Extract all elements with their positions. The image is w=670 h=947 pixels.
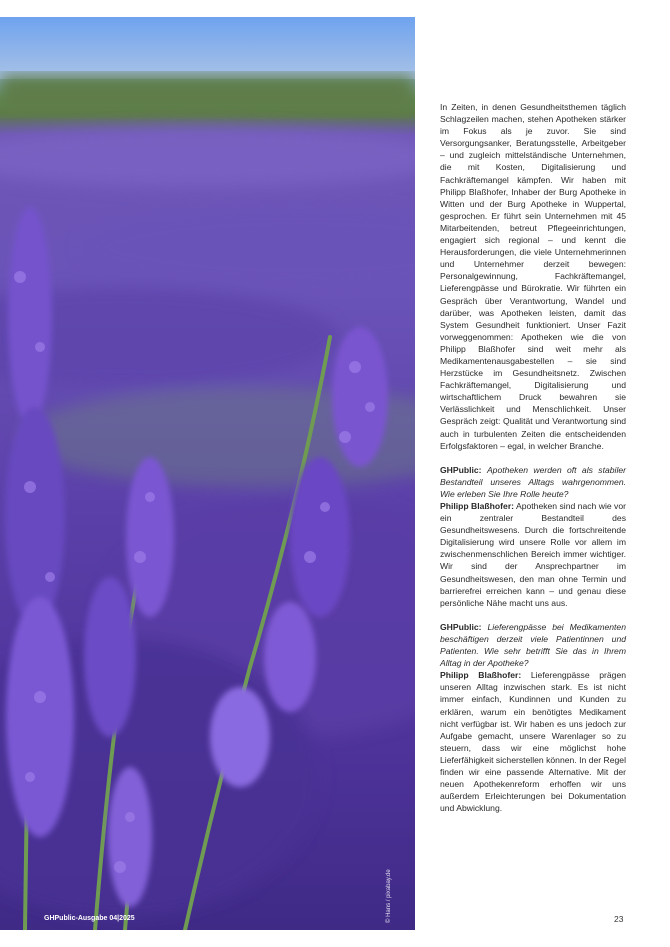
article-column (440, 101, 626, 826)
interviewer-label: GHPublic: (440, 621, 482, 632)
interviewee-label: Philipp Blaßhofer: (440, 501, 515, 511)
page-number: 23 (614, 914, 624, 924)
article-intro: In Zeiten, in denen Gesundheitsthemen täglich Schlagzeilen machen, stehen Apotheken stärker im Fokus als je zuvor. Sie sind Versorgungsanker, Beratungsstelle, Arbeitgeber – und zugleich mittelständische Unternehmen, die mit Kosten, Digitalisierung und Fachkräftemangel kämpfen. Wir haben mit Philipp Blaßhofer, Inhaber der Burg Apotheke in Witten und der Burg Apotheke in Wuppertal, gesprochen. Er führt sein Unternehmen mit 45 Mitarbeitenden, betreut Pflegeeinrichtungen, engagiert sich regional – und kennt die Herausforderungen, die viele Unternehmerinnen und Unternehmer derzeit bewegen: Personalgewinnung, Fachkräftemangel, Lieferengpässe und Bürokratie. Wir führten ein Gespräch über Verantwortung, Wandel und darüber, was Apotheken leisten, damit das System Gesundheit funktioniert. Unser Fazit vorweggenommen: Apotheken wie die von Philipp Blaßhofer sind weit mehr als Medikamentenausgabestellen – sie sind Herzstücke im Gesundheitsnetz. Zwischen Fachkräftemangel, Digitalisierung und wirtschaftlichem Druck bewahren sie Verlässlichkeit und Menschlichkeit. Unser Gespräch zeigt: Qualität und Verantwortung sind auch in turbulenten Zeiten die entscheidenden Erfolgsfaktoren – egal, in welcher Branche. (440, 102, 626, 451)
question-2 (440, 621, 626, 669)
issue-label: GHPublic-Ausgabe 04|2025 (44, 915, 135, 922)
question-1 (440, 464, 626, 500)
lavender-illustration (0, 17, 415, 930)
answer-1 (440, 500, 626, 609)
answer-2 (440, 669, 626, 814)
lavender-field-photo (0, 17, 415, 930)
question-text: Lieferengpässe bei Medikamenten beschäftigen derzeit viele Patientinnen und Patienten. Wie sehr betrifft Sie das in Ihrem Alltag in der Apotheke? (440, 621, 626, 669)
question-text: Apotheken werden oft als stabiler Bestandteil unseres Alltags wahrgenommen. Wie erleben Sie Ihre Rolle heute? (440, 464, 626, 499)
answer-text: Apotheken sind nach wie vor ein zentraler Bestandteil des Gesundheitswesens. Durch die fortschreitende Digitalisierung wird unsere Rolle vor allem im zwischenmenschlichen Bereich immer wichtiger. Wir sind der Ansprechpartner im Gesundheitswesen, den man ohne Termin und barrierefrei erreichen kann – und genau diese persönliche Nähe macht uns aus. (440, 501, 626, 608)
interview-block-2 (440, 621, 626, 815)
interviewer-label: GHPublic: (440, 464, 482, 475)
photo-credit: © Hans / pixabay.de (386, 869, 392, 923)
interview-block-1 (440, 464, 626, 609)
answer-text: Lieferengpässe prägen unseren Alltag inzwischen stark. Es ist nicht immer einfach, Kundinnen und Kunden zu erklären, warum ein benötigtes Medikament nicht verfügbar ist. Wir haben es uns jedoch zur Aufgabe gemacht, unsere Warenlager so zu steuern, dass wir eine möglichst hohe Lieferfähigkeit sicherstellen können. In der Regel finden wir eine passende Alternative. Mit der neuen Apothekenreform erhoffen wir uns außerdem Erleichterungen bei Dokumentation und Abwicklung. (440, 670, 627, 814)
interviewee-label: Philipp Blaßhofer: (440, 670, 522, 681)
